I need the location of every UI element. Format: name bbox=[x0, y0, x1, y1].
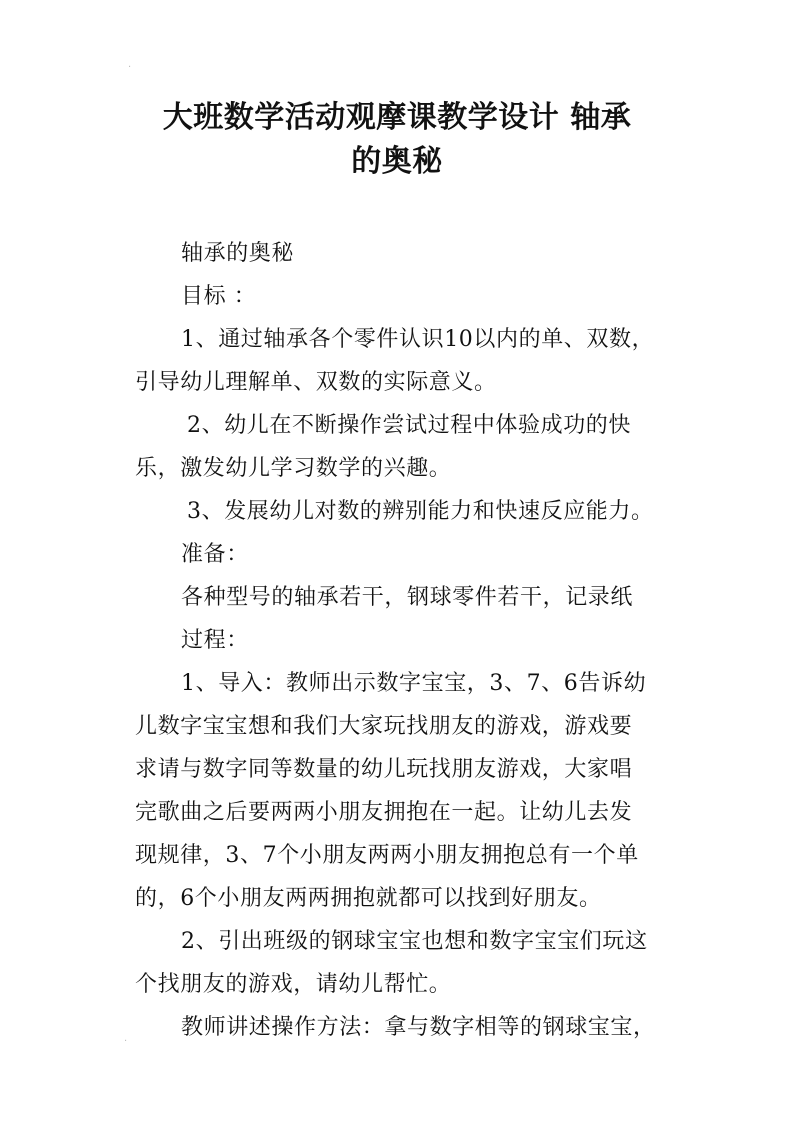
corner-mark: · bbox=[128, 62, 132, 73]
paragraph-line: 的，6个小朋友两两拥抱就都可以找到好朋友。 bbox=[135, 886, 602, 911]
paragraph-line: 2、引出班级的钢球宝宝也想和数字宝宝们玩这 bbox=[181, 929, 648, 954]
section-heading: 轴承的奥秘 bbox=[181, 241, 295, 266]
paragraph-line: 引导幼儿理解单、双数的实际意义。 bbox=[135, 370, 497, 395]
title-line-2: 的奥秘 bbox=[351, 144, 443, 179]
paragraph-line: 1、通过轴承各个零件认识10以内的单、双数， bbox=[181, 327, 655, 352]
paragraph-line: 教师讲述操作方法：拿与数字相等的钢球宝宝， bbox=[181, 1015, 656, 1040]
paragraph-line: 乐，激发幼儿学习数学的兴趣。 bbox=[135, 456, 452, 481]
paragraph-line: 求请与数字同等数量的幼儿玩找朋友游戏，大家唱 bbox=[135, 757, 633, 782]
document-title bbox=[100, 96, 694, 184]
paragraph-line: 现规律，3、7个小朋友两两小朋友拥抱总有一个单 bbox=[135, 843, 639, 868]
section-heading: 目标 ： bbox=[181, 284, 257, 309]
corner-mark: · bbox=[124, 1036, 128, 1047]
paragraph-line: 3、发展幼儿对数的辨别能力和快速反应能力。 bbox=[187, 499, 654, 524]
paragraph-line: 各种型号的轴承若干，钢球零件若干，记录纸 bbox=[181, 585, 634, 610]
paragraph-line: 1、导入：教师出示数字宝宝，3、7、6告诉幼 bbox=[181, 671, 647, 696]
paragraph-line: 个找朋友的游戏，请幼儿帮忙。 bbox=[135, 972, 452, 997]
paragraph-line: 儿数字宝宝想和我们大家玩找朋友的游戏，游戏要 bbox=[135, 714, 633, 739]
title-line-1: 大班数学活动观摩课教学设计 轴承 bbox=[162, 100, 632, 135]
document-body bbox=[135, 232, 675, 1049]
section-heading: 过程： bbox=[181, 628, 249, 653]
section-heading: 准备： bbox=[181, 542, 249, 567]
paragraph-line: 2、幼儿在不断操作尝试过程中体验成功的快 bbox=[187, 413, 631, 438]
paragraph-line: 完歌曲之后要两两小朋友拥抱在一起。让幼儿去发 bbox=[135, 800, 633, 825]
